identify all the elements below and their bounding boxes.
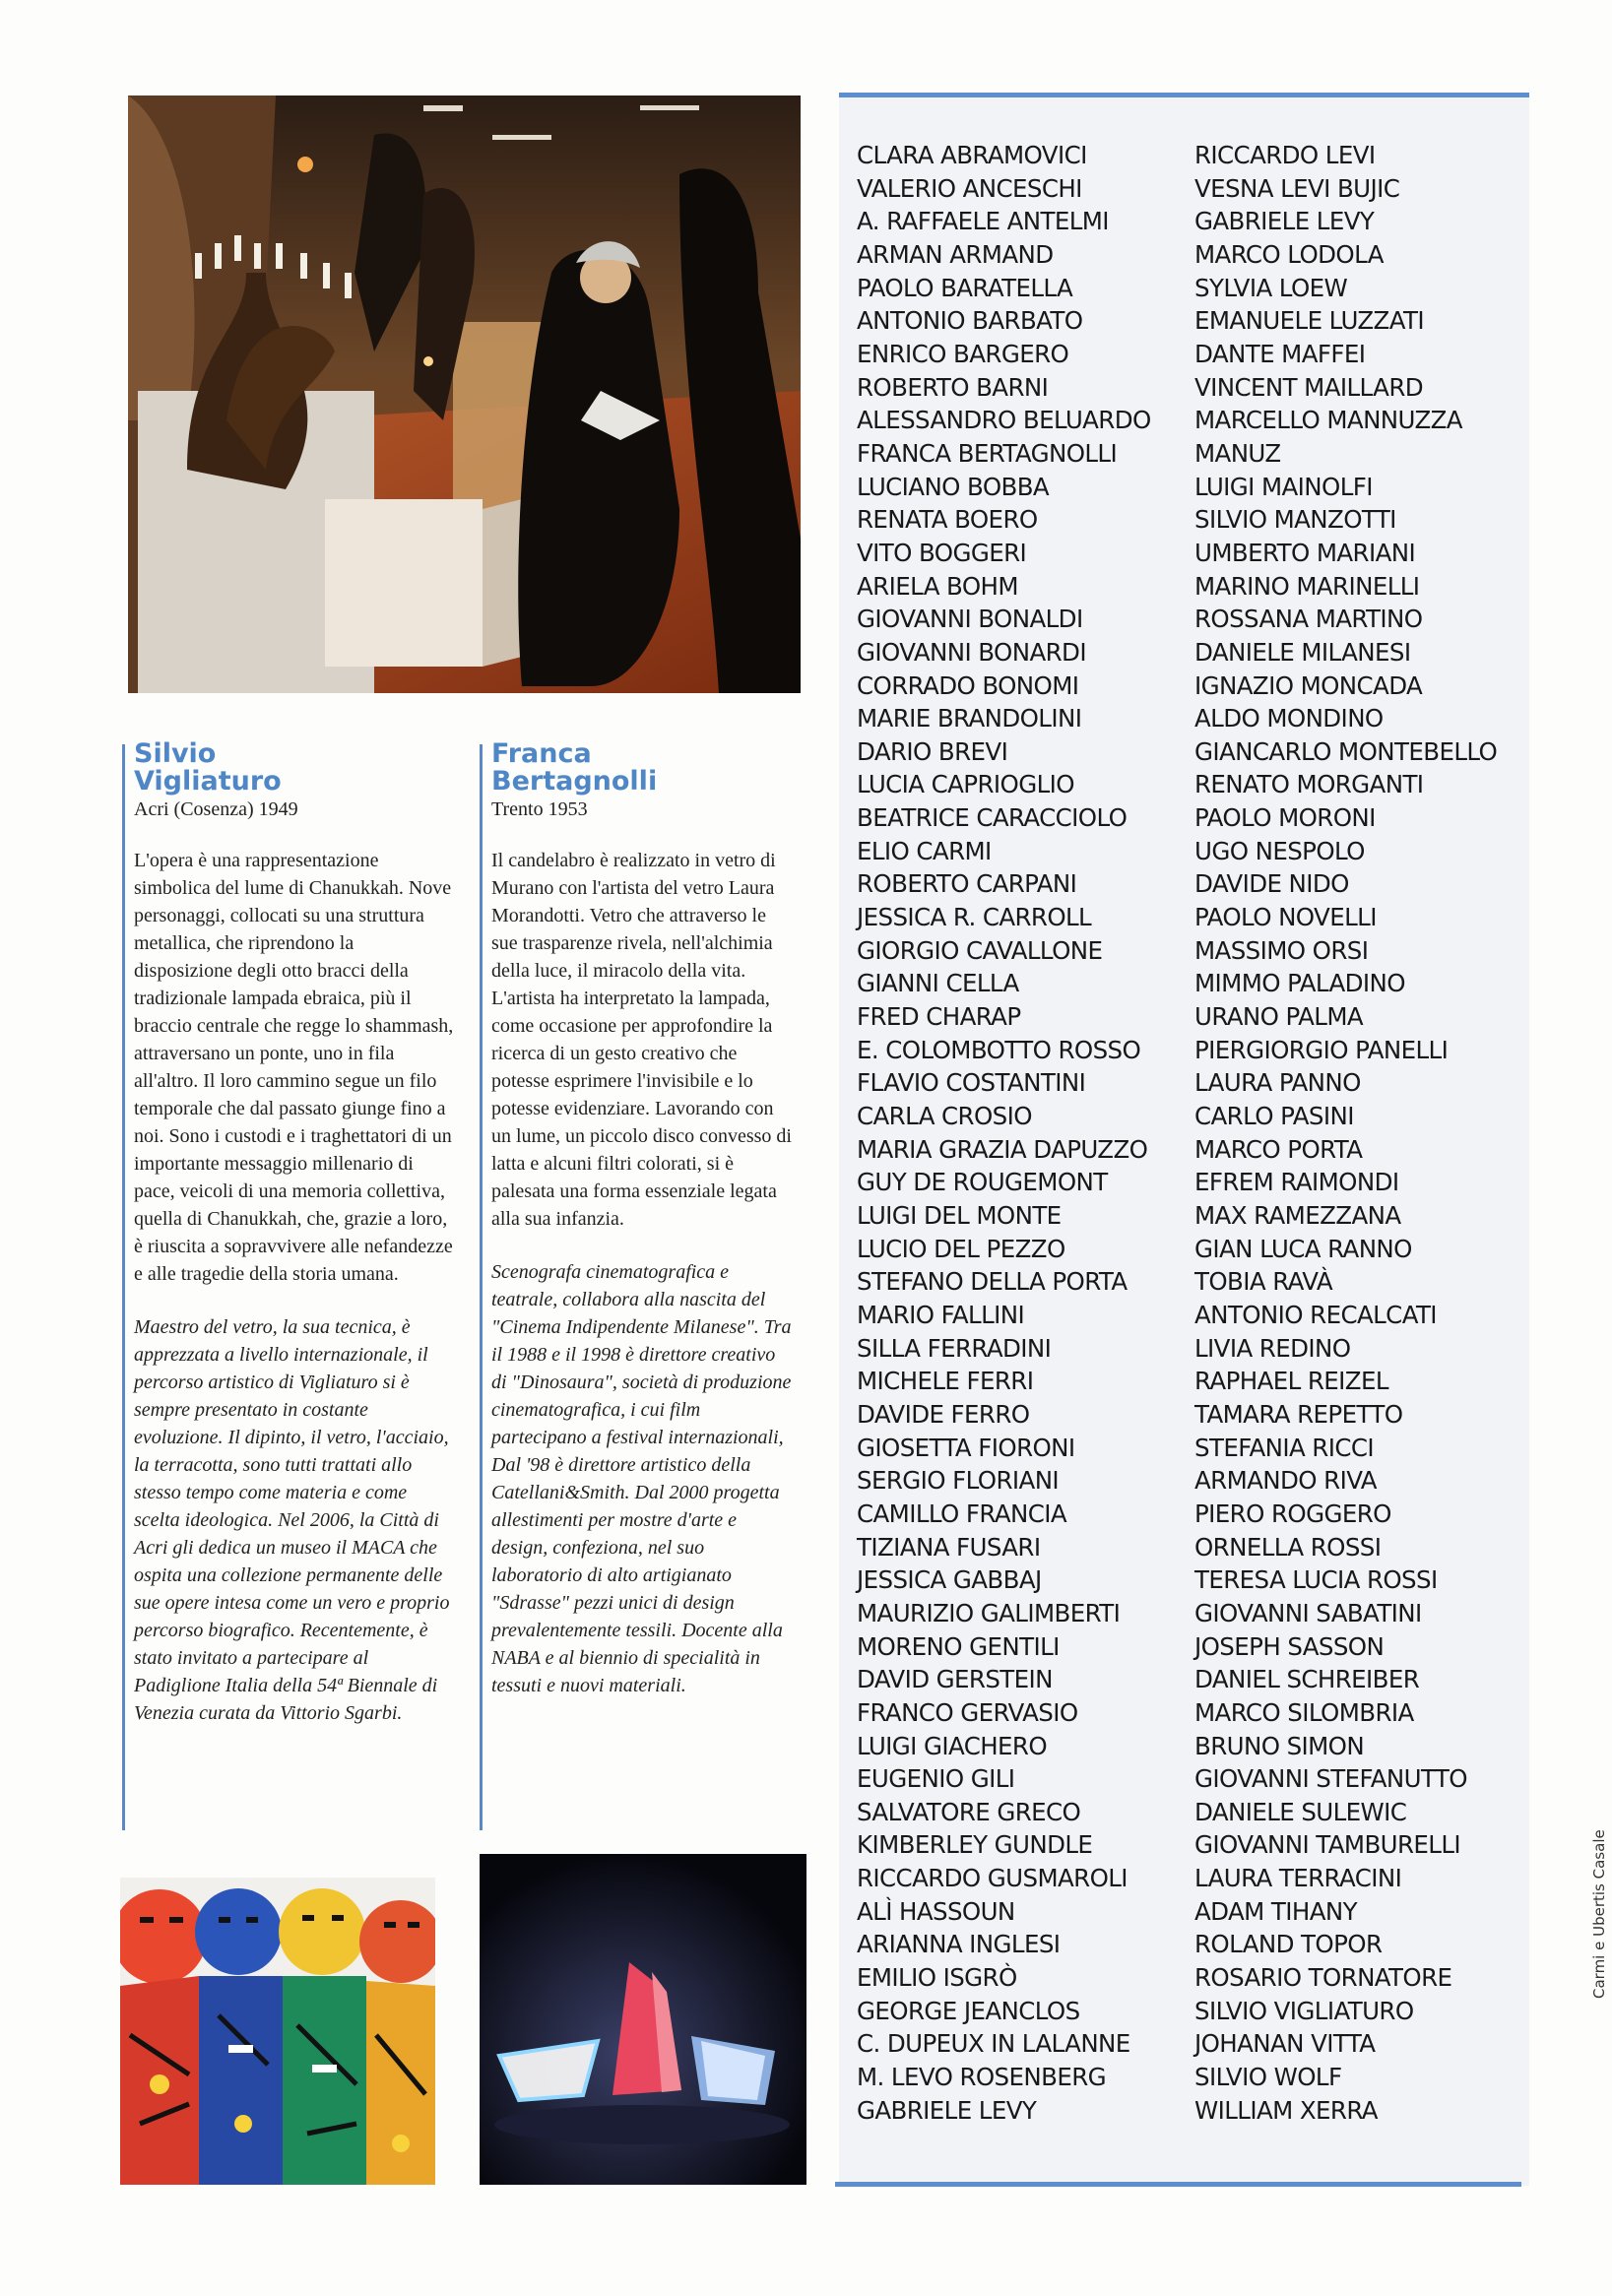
- artist-name-item: ROLAND TOPOR: [1194, 1930, 1383, 1959]
- artist-name-item: CARLA CROSIO: [857, 1102, 1032, 1131]
- artist-name-item: MAX RAMEZZANA: [1194, 1201, 1401, 1230]
- artist-list-left: [857, 139, 1151, 2127]
- artist-name-item: ALESSANDRO BELUARDO: [857, 406, 1151, 435]
- artist-name-item: PAOLO MORONI: [1194, 803, 1376, 833]
- artist-name-item: GIANNI CELLA: [857, 969, 1019, 998]
- artist-name-item: SYLVIA LOEW: [1194, 273, 1348, 302]
- artist-name-item: GUY DE ROUGEMONT: [857, 1168, 1108, 1197]
- panel-top-rule: [839, 93, 1529, 97]
- artist-name-item: MARCO SILOMBRIA: [1194, 1697, 1414, 1727]
- artist-name-item: GIOVANNI BONALDI: [857, 605, 1083, 634]
- artist-name-item: URANO PALMA: [1194, 1002, 1364, 1032]
- artist-name-item: TIZIANA FUSARI: [857, 1532, 1041, 1562]
- artist-name-item: UMBERTO MARIANI: [1194, 538, 1416, 567]
- artist-name-item: MARCO LODOLA: [1194, 239, 1384, 269]
- artist-name-item: PAOLO NOVELLI: [1194, 903, 1377, 932]
- artist-name-item: ALDO MONDINO: [1194, 704, 1384, 733]
- artist-list-right: [1194, 139, 1497, 2127]
- artist-name-item: KIMBERLEY GUNDLE: [857, 1830, 1093, 1860]
- artist-name-item: ROSSANA MARTINO: [1194, 605, 1423, 634]
- artist-name-item: CAMILLO FRANCIA: [857, 1499, 1067, 1528]
- artist-name-item: JESSICA R. CARROLL: [857, 903, 1092, 932]
- article-vigliaturo: [122, 740, 457, 1727]
- artist-name-item: ARMAN ARMAND: [857, 239, 1054, 269]
- artist-name-item: DANIELE SULEWIC: [1194, 1797, 1407, 1826]
- artist-name-item: CARLO PASINI: [1194, 1102, 1354, 1131]
- artist-name-item: TOBIA RAVÀ: [1194, 1267, 1333, 1297]
- lamp-artwork-photo: [480, 1854, 806, 2185]
- artist-name-item: MARIE BRANDOLINI: [857, 704, 1082, 733]
- artist-name-item: FRED CHARAP: [857, 1002, 1021, 1032]
- artist-name-item: GIOSETTA FIORONI: [857, 1433, 1075, 1462]
- artist-name-item: GIOVANNI SABATINI: [1194, 1598, 1422, 1627]
- artist-origin: Acri (Cosenza) 1949: [134, 798, 298, 820]
- artist-name-item: LUIGI MAINOLFI: [1194, 472, 1373, 501]
- artist-name-item: SALVATORE GRECO: [857, 1797, 1081, 1826]
- artist-biography: Maestro del vetro, la sua tecnica, è apprezzata a livello internazionale, il percorso artistico di Vigliaturo si è sempre presentato in costante evoluzione. Il dipinto, il vetro, l'acciaio, la terracotta, sono tutti trattati allo stesso tempo come materia e come scelta ideologica. Nel 2006, la Città di Acri gli dedica un museo il MACA che ospita una collezione permanente delle sue opere intesa come un vero e proprio percorso biografico. Recentemente, è stato invitato a partecipare al Padiglione Italia della 54ª Biennale di Venezia curata da Vittorio Sgarbi.: [134, 1316, 450, 1724]
- artist-name-item: CLARA ABRAMOVICI: [857, 141, 1087, 169]
- artist-name-item: GIANCARLO MONTEBELLO: [1194, 736, 1498, 766]
- artist-name-item: TERESA LUCIA ROSSI: [1194, 1565, 1438, 1595]
- artist-name-item: FLAVIO COSTANTINI: [857, 1068, 1086, 1098]
- artist-name-item: MANUZ: [1194, 438, 1281, 468]
- artist-name-item: A. RAFFAELE ANTELMI: [857, 207, 1109, 236]
- artist-name-item: SILVIO VIGLIATURO: [1194, 1996, 1414, 2025]
- artist-name-item: BRUNO SIMON: [1194, 1731, 1365, 1760]
- artist-name-item: WILLIAM XERRA: [1194, 2095, 1378, 2125]
- artist-name-item: ROBERTO BARNI: [857, 372, 1049, 402]
- artist-name-item: JESSICA GABBAJ: [857, 1565, 1042, 1595]
- artist-name-item: ARIANNA INGLESI: [857, 1930, 1061, 1959]
- artist-name-item: M. LEVO ROSENBERG: [857, 2063, 1107, 2092]
- artist-name-item: C. DUPEUX IN LALANNE: [857, 2029, 1130, 2059]
- artist-name-item: SILVIO MANZOTTI: [1194, 505, 1396, 535]
- panel-bottom-rule: [835, 2182, 1521, 2187]
- artist-name-item: RAPHAEL REIZEL: [1194, 1367, 1388, 1396]
- artist-name-item: ROBERTO CARPANI: [857, 869, 1077, 899]
- artist-name-item: BEATRICE CARACCIOLO: [857, 803, 1128, 833]
- artist-name-item: DANTE MAFFEI: [1194, 339, 1366, 368]
- column-rule: [122, 744, 125, 1830]
- artist-name-item: MARCO PORTA: [1194, 1134, 1363, 1164]
- photo-credit: Carmi e Ubertis Casale: [1590, 1829, 1608, 1999]
- column-rule: [480, 744, 483, 1830]
- artist-name-item: LUCIA CAPRIOGLIO: [857, 770, 1074, 799]
- artist-name-item: ENRICO BARGERO: [857, 339, 1069, 368]
- artist-name-item: IGNAZIO MONCADA: [1194, 670, 1423, 700]
- artist-name-item: GIOVANNI STEFANUTTO: [1194, 1764, 1467, 1794]
- artist-name-item: JOHANAN VITTA: [1194, 2029, 1376, 2059]
- artist-name-item: VITO BOGGERI: [857, 538, 1027, 567]
- artist-name-item: JOSEPH SASSON: [1194, 1631, 1385, 1661]
- artist-name-item: SERGIO FLORIANI: [857, 1466, 1060, 1496]
- artist-name-item: PIERGIORGIO PANELLI: [1194, 1035, 1449, 1064]
- artist-name-item: E. COLOMBOTTO ROSSO: [857, 1035, 1141, 1064]
- artist-name: Silvio Vigliaturo: [134, 738, 282, 797]
- artist-name-item: DANIELE MILANESI: [1194, 637, 1411, 667]
- artist-name-item: RICCARDO LEVI: [1194, 141, 1376, 169]
- artist-name-item: TAMARA REPETTO: [1194, 1399, 1403, 1429]
- artist-name-item: MIMMO PALADINO: [1194, 969, 1405, 998]
- artist-name-item: EUGENIO GILI: [857, 1764, 1015, 1794]
- artist-name-item: GIOVANNI TAMBURELLI: [1194, 1830, 1461, 1860]
- artist-name-item: UGO NESPOLO: [1194, 836, 1365, 865]
- artist-name-item: MARIO FALLINI: [857, 1300, 1025, 1329]
- artist-name-item: STEFANO DELLA PORTA: [857, 1267, 1128, 1297]
- artist-origin: Trento 1953: [491, 798, 588, 820]
- artwork-description: L'opera è una rappresentazione simbolica del lume di Chanukkah. Nove personaggi, collocati su una struttura metallica, che riprendono la disposizione degli otto bracci della tradizionale lampada ebraica, più il braccio centrale che regge lo shammash, attraversano un ponte, uno in fila all'altro. Il loro cammino segue un filo temporale che dal passato giunge fino a noi. Sono i custodi e i traghettatori di un importante messaggio millenario di pace, veicoli di una memoria collettiva, quella di Chanukkah, che, grazie a loro, è riuscita a sopravvivere alle nefandezze e alle tragedie della storia umana.: [134, 850, 454, 1285]
- artist-name-item: FRANCO GERVASIO: [857, 1697, 1078, 1727]
- artist-name-item: MAURIZIO GALIMBERTI: [857, 1598, 1121, 1627]
- artist-name-item: ROSARIO TORNATORE: [1194, 1963, 1452, 1993]
- artist-name-item: DAVIDE NIDO: [1194, 869, 1349, 899]
- artist-name-item: LUCIANO BOBBA: [857, 472, 1050, 501]
- artist-name-item: DANIEL SCHREIBER: [1194, 1665, 1420, 1694]
- artist-name-item: RENATA BOERO: [857, 505, 1038, 535]
- artist-name-item: GABRIELE LEVY: [857, 2095, 1037, 2125]
- artist-name-item: MICHELE FERRI: [857, 1367, 1034, 1396]
- article-bertagnolli: [480, 740, 793, 1699]
- artist-name-item: SILVIO WOLF: [1194, 2063, 1342, 2092]
- artist-name-item: ELIO CARMI: [857, 836, 992, 865]
- artist-name-item: EMILIO ISGRÒ: [857, 1963, 1017, 1993]
- artist-name-item: EMANUELE LUZZATI: [1194, 306, 1424, 336]
- artist-name-item: GIORGIO CAVALLONE: [857, 935, 1103, 965]
- artist-name-item: ALÌ HASSOUN: [857, 1896, 1015, 1926]
- artist-name-item: RENATO MORGANTI: [1194, 770, 1424, 799]
- artist-name-item: SILLA FERRADINI: [857, 1333, 1052, 1363]
- artist-name-item: PIERO ROGGERO: [1194, 1499, 1391, 1528]
- glass-figures-artwork-photo: [120, 1878, 435, 2185]
- artist-name-item: DARIO BREVI: [857, 736, 1008, 766]
- artist-name-item: EFREM RAIMONDI: [1194, 1168, 1399, 1197]
- artist-name-item: DAVIDE FERRO: [857, 1399, 1030, 1429]
- artist-name-item: LAURA PANNO: [1194, 1068, 1361, 1098]
- artist-name-item: MORENO GENTILI: [857, 1631, 1060, 1661]
- artist-name-item: MARIA GRAZIA DAPUZZO: [857, 1134, 1148, 1164]
- artist-name-item: ORNELLA ROSSI: [1194, 1532, 1382, 1562]
- artist-name-item: ANTONIO RECALCATI: [1194, 1300, 1437, 1329]
- artist-name-item: LUIGI GIACHERO: [857, 1731, 1048, 1760]
- artist-name-item: VESNA LEVI BUJIC: [1194, 173, 1400, 203]
- artist-name-item: STEFANIA RICCI: [1194, 1433, 1374, 1462]
- artist-name-item: GIOVANNI BONARDI: [857, 637, 1086, 667]
- artist-name-item: VINCENT MAILLARD: [1194, 372, 1424, 402]
- artist-name: Franca Bertagnolli: [491, 738, 658, 797]
- artist-biography: Scenografa cinematografica e teatrale, collabora alla nascita del "Cinema Indipendente Milanese". Tra il 1988 e il 1998 è direttore creativo di "Dinosaura", società di produzione cinematografica, i cui film partecipano a festival internazionali, Dal '98 è direttore artistico della Catellani&Smith. Dal 2000 progetta allestimenti per mostre d'arte e design, confeziona, nel suo laboratorio di alto artigianato "Sdrasse" pezzi unici di design prevalentemente tessili. Docente alla NABA e al biennio di specialità in tessuti e nuovi materiali.: [491, 1261, 792, 1696]
- artist-name-item: GABRIELE LEVY: [1194, 207, 1375, 236]
- artist-name-item: LAURA TERRACINI: [1194, 1864, 1402, 1893]
- artist-name-item: ADAM TIHANY: [1194, 1896, 1357, 1926]
- artist-name-item: PAOLO BARATELLA: [857, 273, 1073, 302]
- artist-name-item: RICCARDO GUSMAROLI: [857, 1864, 1128, 1893]
- artist-name-item: MARINO MARINELLI: [1194, 571, 1420, 601]
- artist-name-item: DAVID GERSTEIN: [857, 1665, 1053, 1694]
- artist-name-item: FRANCA BERTAGNOLLI: [857, 438, 1118, 468]
- artist-name-item: LUCIO DEL PEZZO: [857, 1234, 1065, 1263]
- artist-name-item: MASSIMO ORSI: [1194, 935, 1369, 965]
- artist-name-item: CORRADO BONOMI: [857, 670, 1079, 700]
- artist-name-item: ANTONIO BARBATO: [857, 306, 1083, 336]
- artist-name-item: GIAN LUCA RANNO: [1194, 1234, 1412, 1263]
- artist-name-item: LUIGI DEL MONTE: [857, 1201, 1062, 1230]
- artist-name-item: VALERIO ANCESCHI: [857, 173, 1082, 203]
- artist-name-item: GEORGE JEANCLOS: [857, 1996, 1080, 2025]
- artist-name-item: MARCELLO MANNUZZA: [1194, 406, 1462, 435]
- artist-name-item: ARMANDO RIVA: [1194, 1466, 1377, 1496]
- artwork-description: Il candelabro è realizzato in vetro di Murano con l'artista del vetro Laura Morandotti. Vetro che attraverso le sue trasparenze rivela, nell'alchimia della luce, il miracolo della vita. L'artista ha interpretato la lampada, come occasione per approfondire la ricerca di un gesto creativo che potesse esprimere l'invisibile e lo potesse evidenziare. Lavorando con un lume, un piccolo disco convesso di latta e alcuni filtri colorati, si è palesata una forma essenziale legata alla sua infanzia.: [491, 850, 792, 1230]
- artist-name-item: ARIELA BOHM: [857, 571, 1018, 601]
- exhibition-photo: [128, 96, 801, 693]
- artist-name-item: LIVIA REDINO: [1194, 1333, 1351, 1363]
